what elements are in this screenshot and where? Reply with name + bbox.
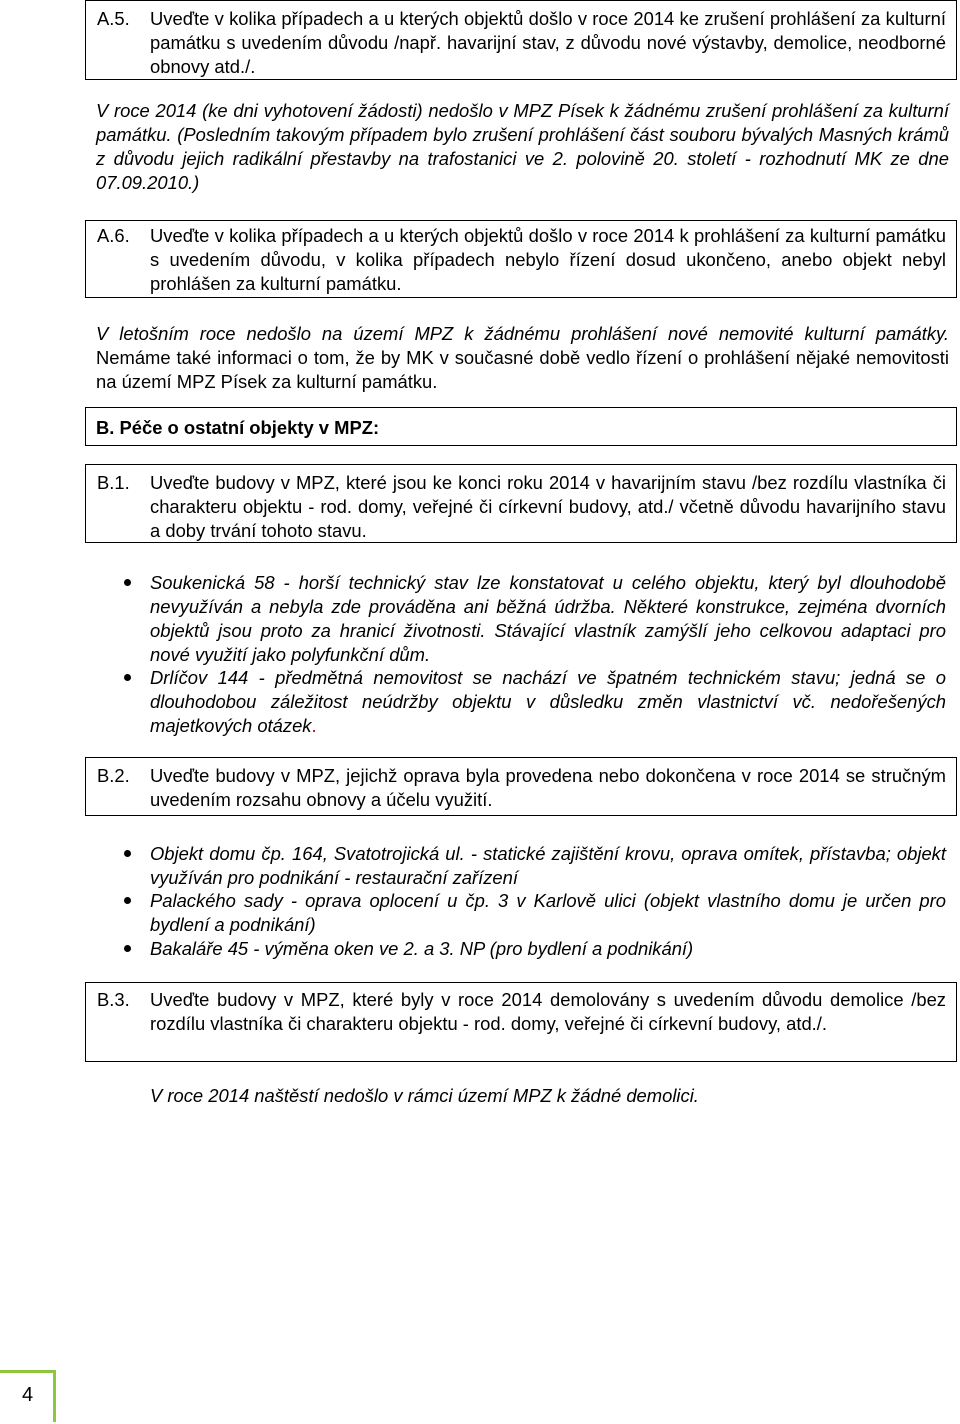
- a6-answer-1: V letošním roce nedošlo na území MPZ k žádnému prohlášení nové nemovité kulturní památky.: [96, 323, 949, 344]
- b2-item-2: Palackého sady - oprava oplocení u čp. 3 v Karlově ulici (objekt vlastního domu je určen pro bydlení a podnikání): [150, 890, 946, 935]
- b1-item-2-period: .: [311, 715, 317, 736]
- b2-item-3: Bakaláře 45 - výměna oken ve 2. a 3. NP (pro bydlení a podnikání): [150, 938, 694, 959]
- b3-label: B.3.: [97, 989, 130, 1010]
- b3-answer: V roce 2014 naštěstí nedošlo v rámci území MPZ k žádné demolici.: [150, 1085, 699, 1106]
- b1-bullet-1: [124, 579, 131, 586]
- a6-question: Uveďte v kolika případech a u kterých objektů došlo v roce 2014 k prohlášení za kulturní památku s uvedením důvodu, v kolika případech nebylo řízení dosud ukončeno, anebo objekt nebyl prohlášen za kulturní památku.: [150, 225, 946, 294]
- b2-question: Uveďte budovy v MPZ, jejichž oprava byla provedena nebo dokončena v roce 2014 se stručným uvedením rozsahu obnovy a účelu využití.: [150, 765, 946, 810]
- page-number-frame: [0, 1370, 56, 1422]
- b1-label: B.1.: [97, 472, 130, 493]
- a6-label: A.6.: [97, 225, 130, 246]
- b1-item-2-text: Drlíčov 144 - předmětná nemovitost se nachází ve špatném technickém stavu; jedná se o dlouhodobou záležitost neúdržby objektu v důsledku změn vlastnictví vč. nedořešených majetkových otázek: [150, 667, 946, 736]
- b3-question: Uveďte budovy v MPZ, které byly v roce 2014 demolovány s uvedením důvodu demolice /bez rozdílu vlastníka či charakteru objektu - rod. domy, veřejné či církevní budovy, atd./.: [150, 989, 946, 1034]
- b2-item-1: Objekt domu čp. 164, Svatotrojická ul. - statické zajištění krovu, oprava omítek, přístavba; objekt využíván pro podnikání - restaurační zařízení: [150, 843, 946, 888]
- a6-answer-2: Nemáme také informaci o tom, že by MK v současné době vedlo řízení o prohlášení nějaké nemovitosti na území MPZ Písek za kulturní památku.: [96, 347, 949, 392]
- b2-bullet-1: [124, 850, 131, 857]
- a5-answer: [96, 99, 949, 195]
- a5-answer-1: V roce 2014 (ke dni vyhotovení žádosti) nedošlo v MPZ Písek k žádnému zrušení prohlášení za kulturní památku.: [96, 100, 949, 145]
- b1-item-1: Soukenická 58 - horší technický stav lze konstatovat u celého objektu, který byl dlouhodobě nevyužíván a nebyla zde prováděna ani běžná údržba. Některé konstrukce, zejména dvorních objektů jsou proto za hranicí životnosti. Stávající vlastník zamýšlí jeho celkovou adaptaci pro nové využití jako polyfunkční dům.: [150, 572, 946, 665]
- section-b-heading: B. Péče o ostatní objekty v MPZ:: [96, 417, 380, 438]
- page-number: 4: [22, 1384, 34, 1406]
- b2-bullet-3: [124, 945, 131, 952]
- a5-question: Uveďte v kolika případech a u kterých objektů došlo v roce 2014 ke zrušení prohlášení za kulturní památku s uvedením důvodu /např. havarijní stav, z důvodu nové výstavby, demolice, neodborné obnovy atd./.: [150, 8, 946, 77]
- b2-bullet-2: [124, 897, 131, 904]
- b1-item-2: [150, 666, 946, 738]
- a6-answer: [96, 322, 949, 394]
- a5-label: A.5.: [97, 8, 130, 29]
- b1-question: Uveďte budovy v MPZ, které jsou ke konci roku 2014 v havarijním stavu /bez rozdílu vlastníka či charakteru objektu - rod. domy, veřejné či církevní budovy, atd./ včetně důvodu havarijního stavu a doby trvání tohoto stavu.: [150, 472, 946, 541]
- a5-answer-2: (Posledním takovým případem bylo zrušení prohlášení část souboru bývalých Masných krámů z důvodu jejich radikální přestavby na trafostanici ve 2. polovině 20. století - rozhodnutí MK ze dne 07.09.2010.): [96, 124, 949, 193]
- b1-bullet-2: [124, 674, 131, 681]
- b2-label: B.2.: [97, 765, 130, 786]
